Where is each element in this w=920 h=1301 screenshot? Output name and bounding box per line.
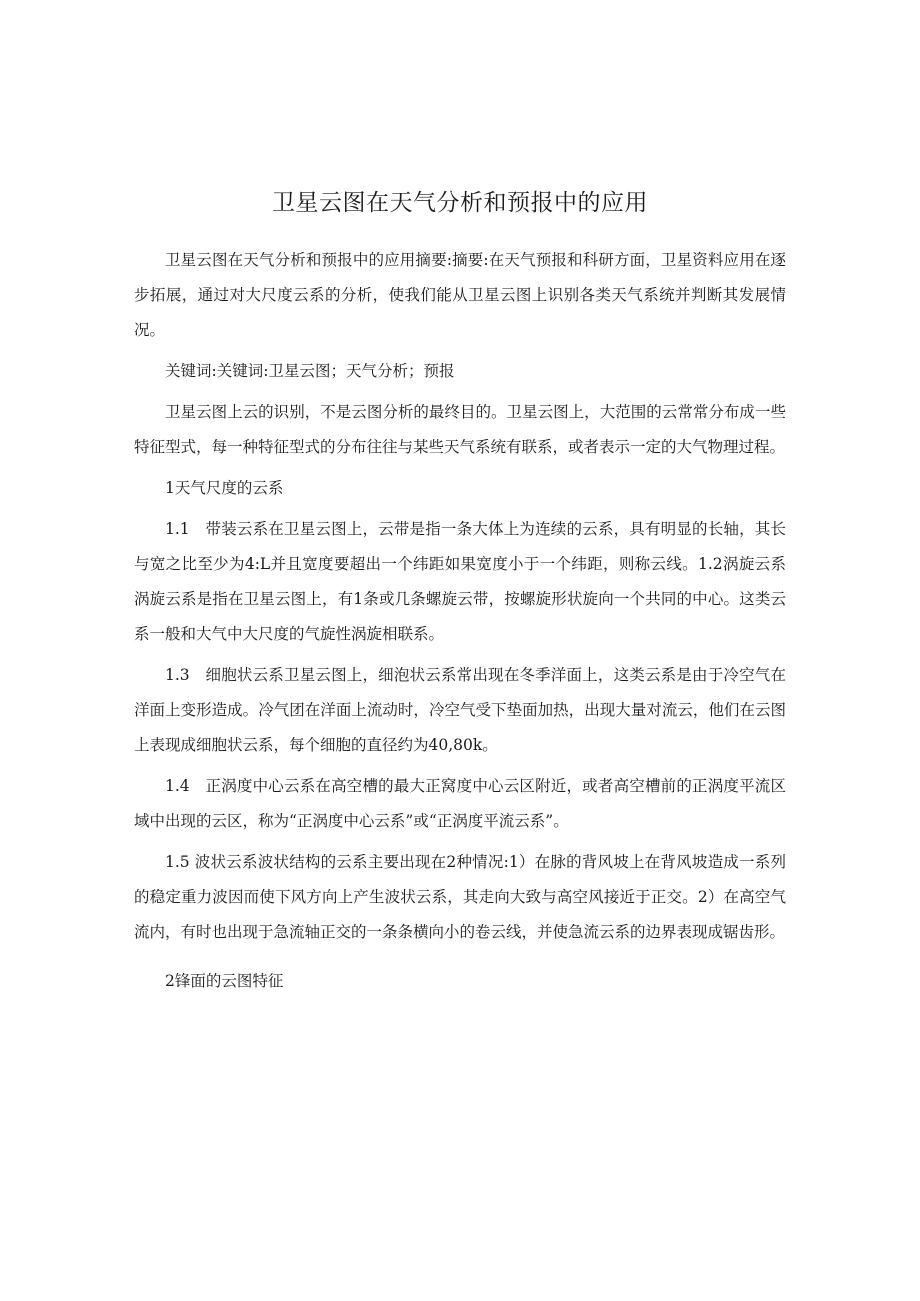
document-title: 卫星云图在天气分析和预报中的应用 (272, 190, 648, 216)
section-1-1-paragraph: 1.1 带装云系在卫星云图上，云带是指一条大体上为连续的云系，具有明显的长轴，其长与宽之比至少为4:L并且宽度要超出一个纬距如果宽度小于一个纬距，则称云线。1.2涡旋云系涡旋云系是指在卫星云图上，有1条或几条螺旋云带，按螺旋形状旋向一个共同的中心。这类云系一般和大气中大尺度的气旋性涡旋相联系。 (134, 520, 786, 643)
keywords-paragraph: 关键词:关键词:卫星云图；天气分析；预报 (165, 362, 455, 380)
section-heading-2: 2锋面的云图特征 (165, 972, 284, 990)
section-1-5-paragraph: 1.5 波状云系波状结构的云系主要出现在2种情况:1）在脉的背风坡上在背风坡造成一系列的稳定重力波因而使下风方向上产生波状云系，其走向大致与高空风接近于正交。2）在高空气流内，有时也出现于急流轴正交的一条条横向小的卷云线，并使急流云系的边界表现成锯齿形。 (134, 853, 786, 941)
section-heading-1: 1天气尺度的云系 (165, 479, 284, 497)
section-1-3-paragraph: 1.3 细胞状云系卫星云图上，细泡状云系常出现在冬季洋面上，这类云系是由于冷空气在洋面上变形造成。冷气团在洋面上流动时，冷空气受下垫面加热，出现大量对流云，他们在云图上表现成细胞状云系，每个细胞的直径约为40,80k。 (134, 666, 786, 754)
document-body (134, 243, 786, 1005)
section-1-4-paragraph: 1.4 正涡度中心云系在高空槽的最大正窝度中心云区附近，或者高空槽前的正涡度平流区域中出现的云区，称为“正涡度中心云系”或“正涡度平流云系”。 (134, 777, 786, 830)
abstract-paragraph: 卫星云图在天气分析和预报中的应用摘要:摘要:在天气预报和科研方面，卫星资料应用在逐步拓展，通过对大尺度云系的分析，使我们能从卫星云图上识别各类天气系统并判断其发展情况。 (134, 251, 786, 339)
intro-paragraph: 卫星云图上云的识别，不是云图分析的最终目的。卫星云图上，大范围的云常常分布成一些特征型式，每一种特征型式的分布往往与某些天气系统有联系，或者表示一定的大气物理过程。 (134, 403, 786, 456)
